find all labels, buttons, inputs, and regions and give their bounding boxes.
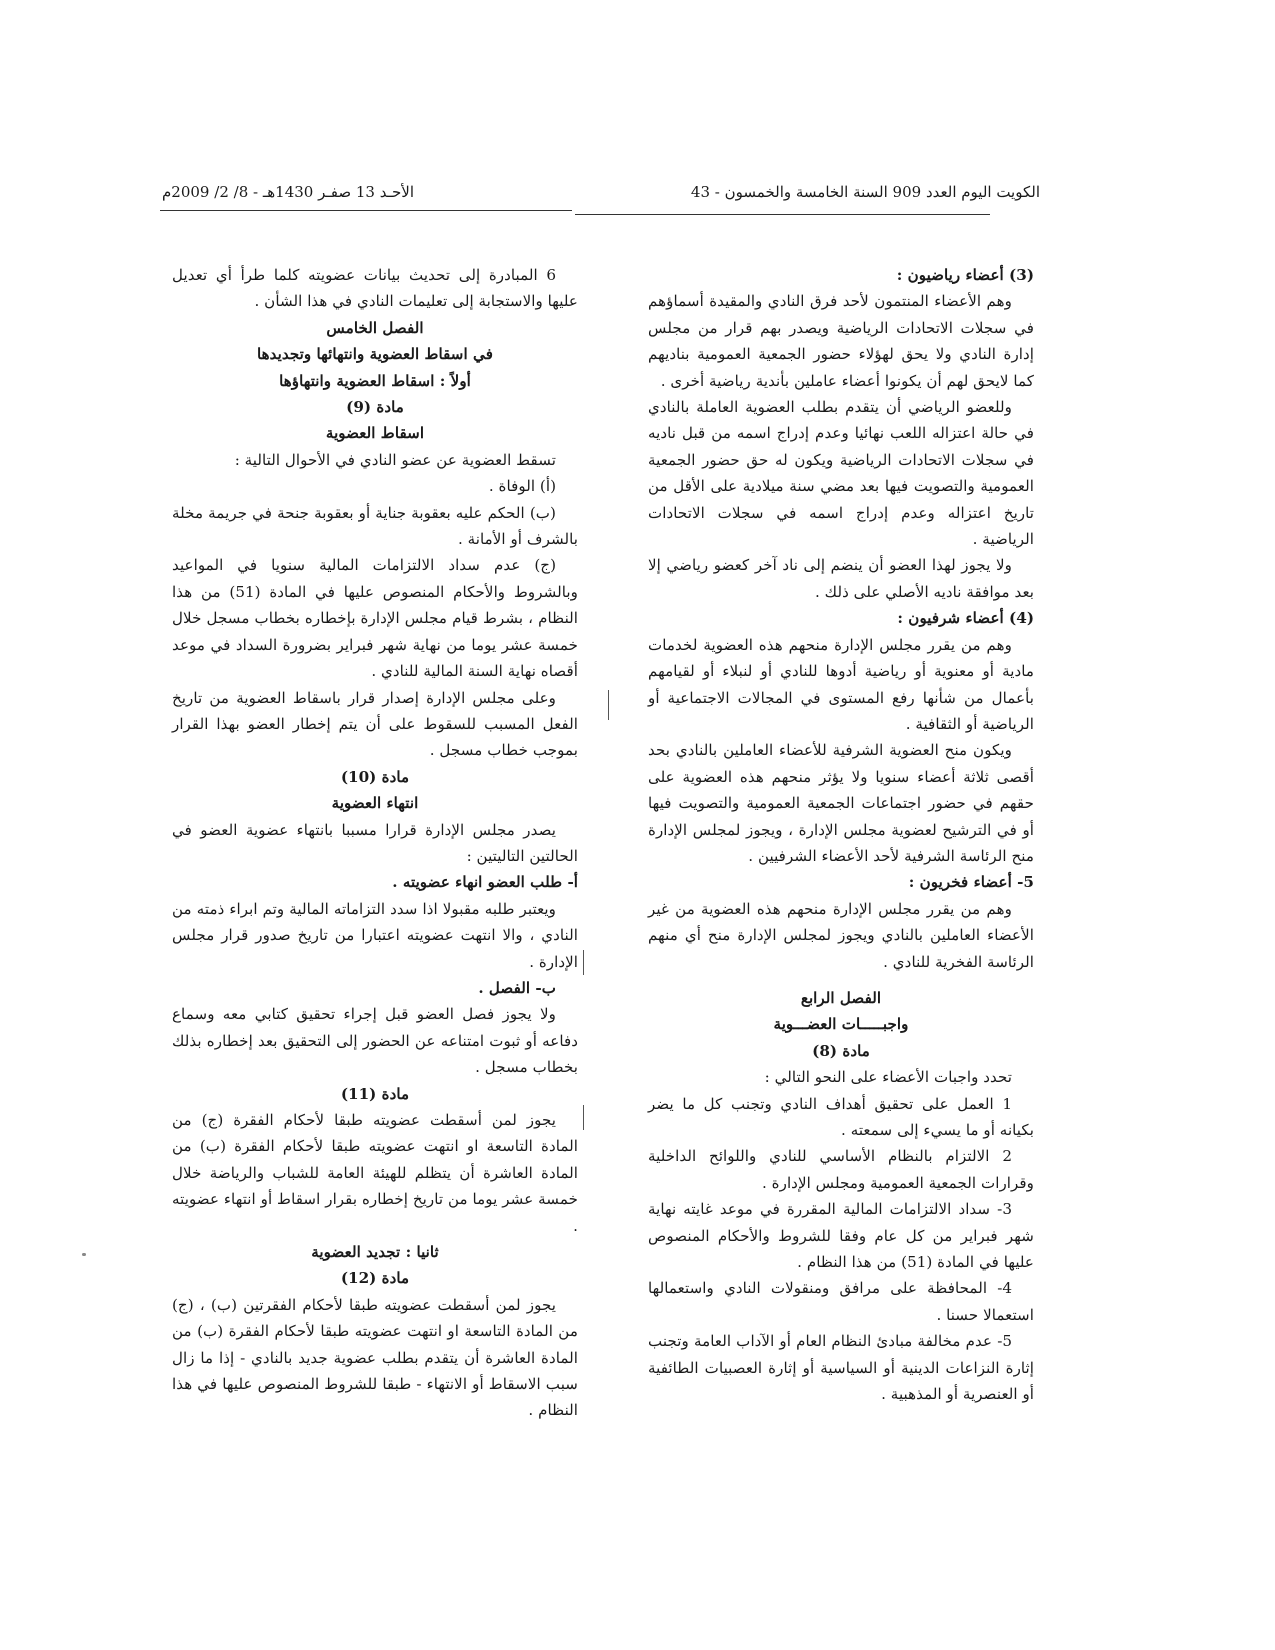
section-heading: اسقاط العضوية (325, 424, 425, 443)
column-divider-mark (608, 690, 609, 720)
header-rule-left (160, 210, 572, 211)
paragraph: وللعضو الرياضي أن يتقدم بطلب العضوية العاملة بالنادي في حالة اعتزاله اللعب نهائيا وعدم إدراج اسمه من قبل ناديه في سجلات الاتحادات الرياضية ويكون له حق حضور الجمعية العمومية والتصويت فيها بعد مضي سنة ميلادية على الأقل من تاريخ اعتزاله وعدم إدراج اسمه في سجلات الاتحادات الرياضية . (648, 398, 1034, 549)
paragraph: يجوز لمن أسقطت عضويته طبقا لأحكام الفقرتين (ب) ، (ج) من المادة التاسعة او انتهت عضويته طبقا لأحكام الفقرة (ب) من المادة العاشرة أن يتقدم بطلب عضوية جديد بالنادي - إذا ما زال سبب الاسقاط أو الانتهاء - طبقا للشروط المنصوص عليها في هذا النظام . (172, 1295, 578, 1420)
section-heading: مادة (12) (340, 1269, 410, 1288)
spacer (648, 975, 1034, 985)
section-heading: مادة (8) (812, 1041, 870, 1060)
section-heading: في اسقاط العضوية وانتهائها وتجديدها (257, 345, 493, 364)
subheading: (3) أعضاء رياضيون : (896, 266, 1034, 284)
section-heading: انتهاء العضوية (331, 794, 419, 813)
left-column (172, 262, 578, 1424)
section-heading: الفصل الخامس (326, 318, 424, 337)
paragraph: (ب) الحكم عليه بعقوبة جناية أو بعقوبة جنحة في جريمة مخلة بالشرف أو الأمانة . (172, 503, 578, 549)
section-heading: مادة (11) (340, 1084, 410, 1103)
header-rule-right (575, 214, 990, 215)
paragraph: وهم من يقرر مجلس الإدارة منحهم هذه العضوية لخدمات مادية أو معنوية أو رياضية أدوها للنادي أو لنبلاء أو لقيامهم بأعمال من شأنها رفع المستوى في المجالات الاجتماعية أو الرياضية أو الثقافية . (648, 635, 1034, 733)
paragraph: (أ) الوفاة . (488, 477, 556, 496)
paragraph: 2 الالتزام بالنظام الأساسي للنادي واللوائح الداخلية وقرارات الجمعية العمومية ومجلس الإدارة . (648, 1147, 1034, 1192)
subheading: 5- أعضاء فخريون : (908, 873, 1034, 892)
page-header-right: الكويت اليوم العدد 909 السنة الخامسة والخمسون - 43 (690, 183, 1040, 201)
paragraph: 4- المحافظة على مرافق ومنقولات النادي واستعمالها استعمالا حسنا . (648, 1279, 1034, 1324)
paragraph: وعلى مجلس الإدارة إصدار قرار باسقاط العضوية من تاريخ الفعل المسبب للسقوط على أن يتم إخطار العضو بهذا القرار بموجب خطاب مسجل . (172, 688, 578, 760)
section-heading: واجبـــــات العضـــوية (773, 1015, 909, 1034)
paragraph: تسقط العضوية عن عضو النادي في الأحوال التالية : (234, 450, 556, 469)
paragraph: يجوز لمن أسقطت عضويته طبقا لأحكام الفقرة (ج) من المادة التاسعة او انتهت عضويته طبقا لأحكام الفقرة (ب) من المادة العاشرة أن يتظلم للهيئة العامة للشباب والرياضة خلال خمسة عشر يوما من تاريخ إخطاره بقرار اسقاط أو انتهاء عضويته . (172, 1111, 578, 1235)
paragraph: ويعتبر طلبه مقبولا اذا سدد التزاماته المالية وتم ابراء ذمته من النادي ، والا انتهت عضويته اعتبارا من تاريخ صدور قرار مجلس الإدارة . (172, 899, 578, 971)
section-heading: أولاً : اسقاط العضوية وانتهاؤها (279, 371, 471, 390)
scan-artifact (82, 1253, 86, 1256)
page-header-left: الأحـد 13 صفـر 1430هـ - 8/ 2/ 2009م (162, 183, 415, 201)
subheading: ب- الفصل . (478, 978, 556, 997)
paragraph: ولا يجوز لهذا العضو أن ينضم إلى ناد آخر كعضو رياضي إلا بعد موافقة ناديه الأصلي على ذلك . (648, 556, 1034, 601)
paragraph: تحدد واجبات الأعضاء على النحو التالي : (764, 1068, 1012, 1087)
paragraph: 6 المبادرة إلى تحديث بيانات عضويته كلما طرأ أي تعديل عليها والاستجابة إلى تعليمات النادي في هذا الشأن . (172, 266, 578, 311)
paragraph: ولا يجوز فصل العضو قبل إجراء تحقيق كتابي معه وسماع دفاعه أو ثبوت امتناعه عن الحضور إلى التحقيق بعد إخطاره بذلك بخطاب مسجل . (172, 1005, 578, 1077)
paragraph: ويكون منح العضوية الشرفية للأعضاء العاملين بالنادي بحد أقصى ثلاثة أعضاء سنويا ولا يؤثر منحهم هذه العضوية على حقهم في حضور اجتماعات الجمعية العمومية والتصويت فيها أو في الترشيح لعضوية مجلس الإدارة ، ويجوز لمجلس الإدارة منح الرئاسة الشرفية لأحد الأعضاء الشرفيين . (648, 741, 1034, 865)
subheading: أ- طلب العضو انهاء عضويته . (392, 873, 578, 892)
section-heading: مادة (10) (340, 767, 410, 786)
paragraph: وهم الأعضاء المنتمون لأحد فرق النادي والمقيدة أسماؤهم في سجلات الاتحادات الرياضية ويصدر بهم قرار من مجلس إدارة النادي ولا يحق لهؤلاء حضور الجمعية العمومية بناديهم كما لايحق لهم أن يكونوا أعضاء عاملين بأندية رياضية أخرى . (648, 292, 1034, 390)
right-column (648, 262, 1034, 1407)
paragraph: (ج) عدم سداد الالتزامات المالية سنويا في المواعيد وبالشروط والأحكام المنصوص عليها في المادة (51) من هذا النظام ، بشرط قيام مجلس الإدارة بإخطاره بخطاب مسجل خلال خمسة عشر يوما من نهاية شهر فبراير بضرورة السداد في موعد أقصاه نهاية السنة المالية للنادي . (172, 556, 578, 681)
section-heading: ثانيا : تجديد العضوية (311, 1243, 439, 1262)
paragraph: 5- عدم مخالفة مبادئ النظام العام أو الآداب العامة وتجنب إثارة النزاعات الدينية أو السياسية أو إثارة العصبيات الطائفية أو العنصرية أو المذهبية . (648, 1332, 1034, 1404)
column-divider-mark (583, 1105, 584, 1130)
paragraph: يصدر مجلس الإدارة قرارا مسببا بانتهاء عضوية العضو في الحالتين التاليتين : (172, 820, 578, 865)
paragraph: وهم من يقرر مجلس الإدارة منحهم هذه العضوية من غير الأعضاء العاملين بالنادي ويجوز لمجلس الإدارة منح أي منهم الرئاسة الفخرية للنادي . (648, 899, 1034, 971)
section-heading: مادة (9) (346, 398, 404, 417)
subheading: (4) أعضاء شرفيون : (897, 609, 1034, 628)
paragraph: 1 العمل على تحقيق أهداف النادي وتجنب كل ما يضر بكيانه أو ما يسيء إلى سمعته . (648, 1094, 1034, 1139)
section-heading: الفصل الرابع (800, 988, 882, 1007)
paragraph: 3- سداد الالتزامات المالية المقررة في موعد غايته نهاية شهر فبراير من كل عام وفقا للشروط والأحكام المنصوص عليها في المادة (51) من هذا النظام . (648, 1200, 1034, 1272)
column-divider-mark (583, 950, 584, 975)
